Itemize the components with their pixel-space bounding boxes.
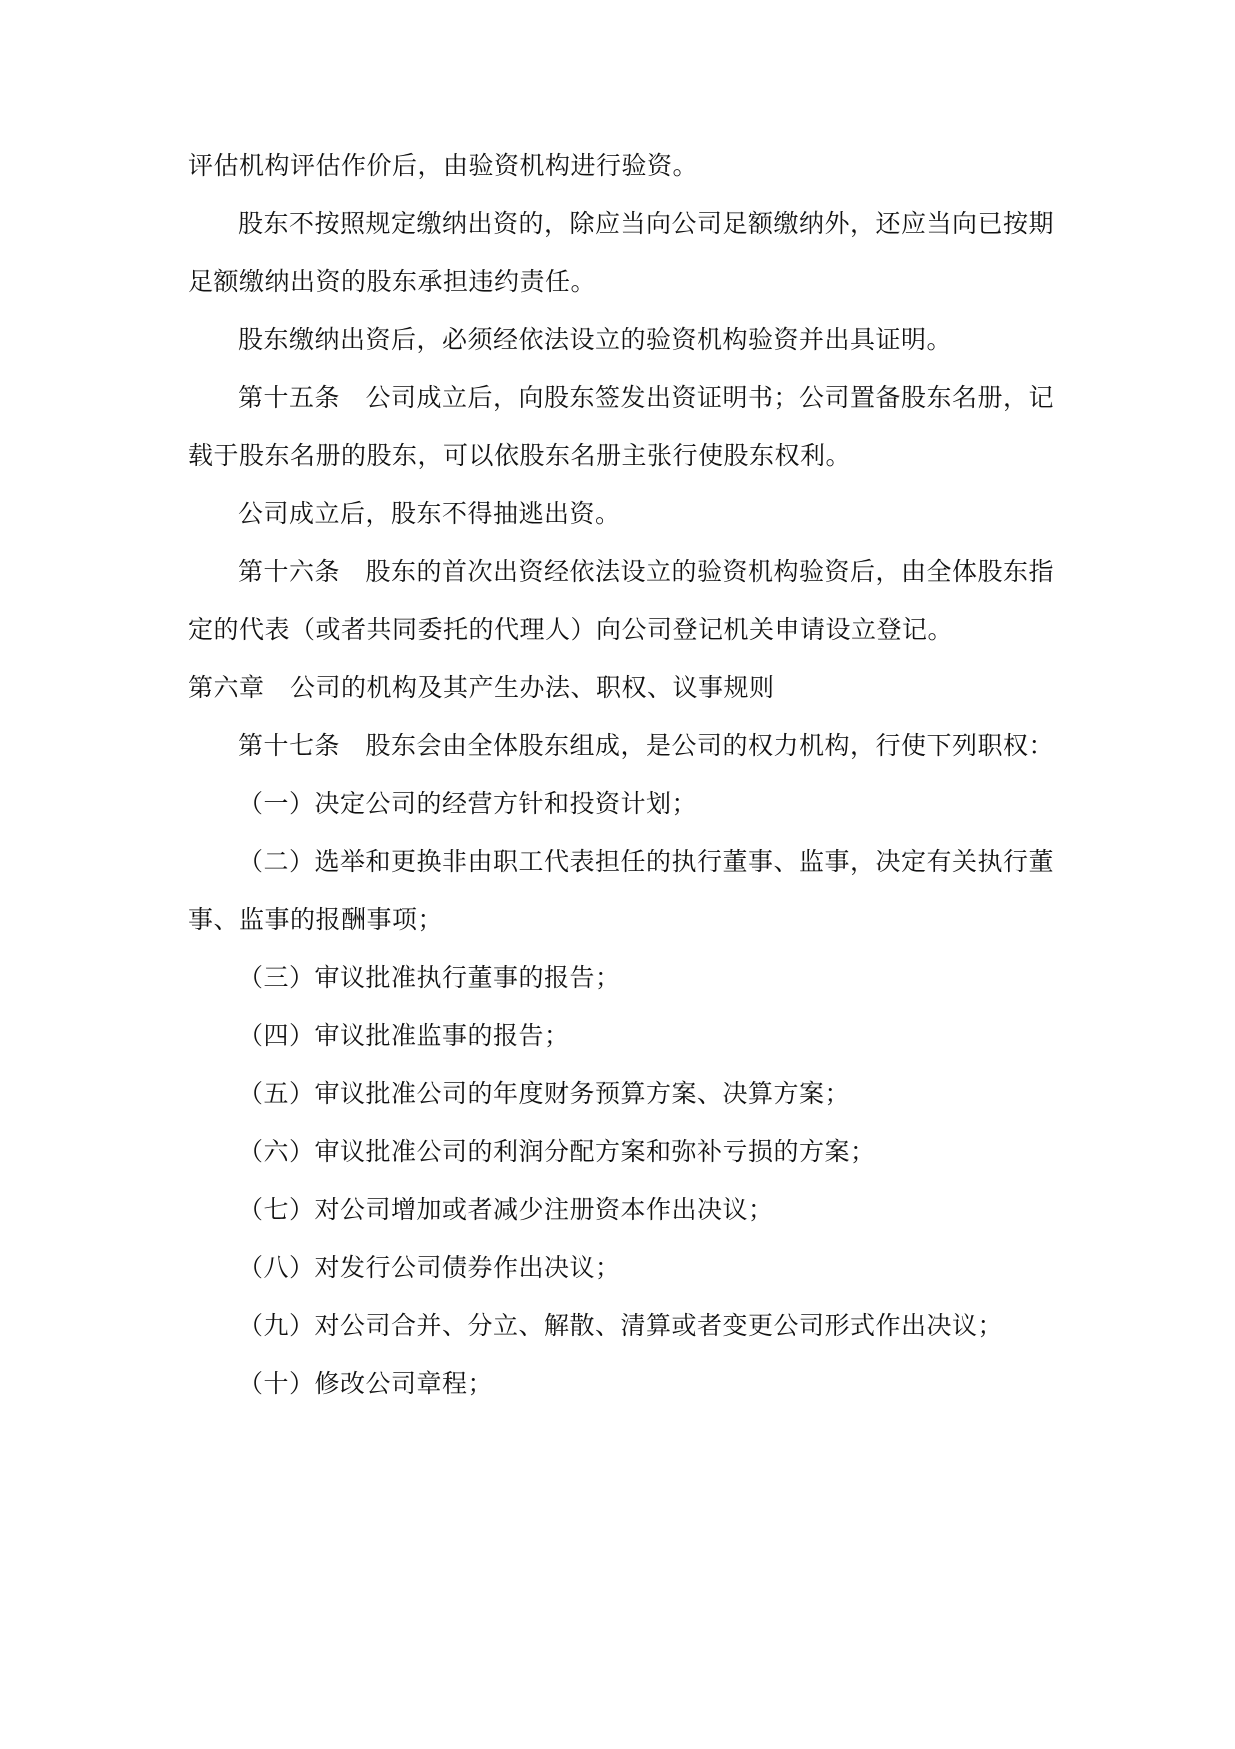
chapter-6-heading: 第六章 公司的机构及其产生办法、职权、议事规则	[188, 673, 775, 702]
list-item: （十）修改公司章程；	[238, 1369, 494, 1398]
list-item: （九）对公司合并、分立、解散、清算或者变更公司形式作出决议；	[238, 1311, 1004, 1340]
text-line: 评估机构评估作价后，由验资机构进行验资。	[188, 151, 699, 180]
text-line: 载于股东名册的股东，可以依股东名册主张行使股东权利。	[188, 441, 852, 470]
text-line: 股东缴纳出资后，必须经依法设立的验资机构验资并出具证明。	[238, 325, 953, 354]
list-item-continuation: 事、监事的报酬事项；	[188, 905, 444, 934]
text-line: 足额缴纳出资的股东承担违约责任。	[188, 267, 597, 296]
article-15-heading: 第十五条 公司成立后，向股东签发出资证明书；公司置备股东名册，记	[238, 383, 1055, 412]
article-17-heading: 第十七条 股东会由全体股东组成，是公司的权力机构，行使下列职权：	[238, 731, 1055, 760]
text-line: 股东不按照规定缴纳出资的，除应当向公司足额缴纳外，还应当向已按期	[238, 209, 1055, 238]
article-16-heading: 第十六条 股东的首次出资经依法设立的验资机构验资后，由全体股东指	[238, 557, 1055, 586]
list-item: （一）决定公司的经营方针和投资计划；	[238, 789, 698, 818]
list-item: （二）选举和更换非由职工代表担任的执行董事、监事，决定有关执行董	[238, 847, 1055, 876]
list-item: （四）审议批准监事的报告；	[238, 1021, 570, 1050]
text-line: 定的代表（或者共同委托的代理人）向公司登记机关申请设立登记。	[188, 615, 954, 644]
list-item: （八）对发行公司债券作出决议；	[238, 1253, 621, 1282]
list-item: （三）审议批准执行董事的报告；	[238, 963, 621, 992]
list-item: （六）审议批准公司的利润分配方案和弥补亏损的方案；	[238, 1137, 876, 1166]
text-line: 公司成立后，股东不得抽逃出资。	[238, 499, 621, 528]
list-item: （五）审议批准公司的年度财务预算方案、决算方案；	[238, 1079, 851, 1108]
list-item: （七）对公司增加或者减少注册资本作出决议；	[238, 1195, 774, 1224]
